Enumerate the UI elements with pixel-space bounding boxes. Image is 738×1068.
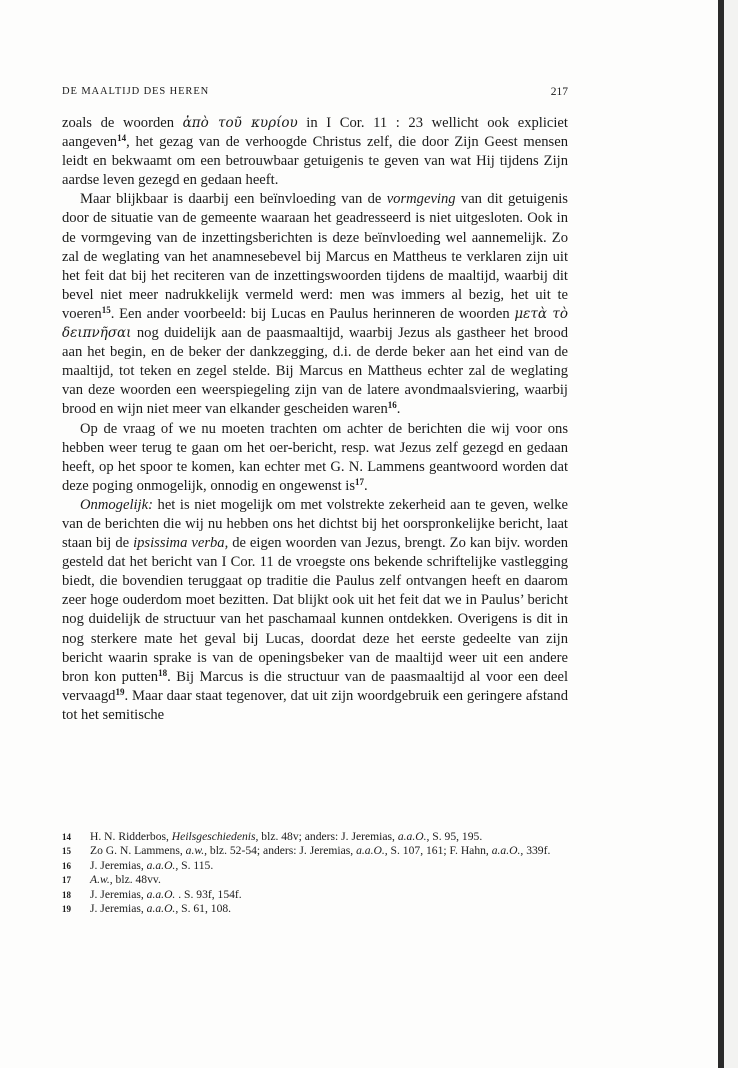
- footnote-ref-18: 18: [158, 667, 168, 678]
- greek-phrase: μετὰ τὸ δειπνῆσαι: [62, 305, 568, 342]
- footnote-ref-17: 17: [355, 476, 365, 487]
- paragraph-4: Onmogelijk: het is niet mogelijk om met volstrekte zekerheid aan te geven, welke van de berichten die wij nu hebben ons het dichtst bij het oorspronkelijke bericht, laat staan bij de ipsissima verba, de eigen woorden van Jezus, brengt. Zo kan bijv. worden gesteld dat het bericht van I Cor. 11 de vroegste ons bekende schriftelijke vastlegging biedt, die bovendien teruggaat op traditie die Paulus zelf ontvangen heeft en daarom zeer hoge ouderdom moet bezitten. Dat blijkt ook uit het feit dat we in Paulus’ bericht nog duidelijk de structuur van het paschamaal kunnen ontdekken. Overigens is dit in nog sterkere mate het geval bij Lucas, doordat deze het eerste gedeelte van zijn bericht waarin sprake is van de openingsbeker van de maaltijd weer uit een andere bron kon putten$^{18}$. Bij Marcus is die structuur van de paasmaaltijd al voor een deel vervaagd$^{19}$. Maar daar staat tegenover, dat uit zijn woordgebruik een geringere afstand tot het semitische: [62, 496, 569, 723]
- footnote-number: 15: [62, 846, 71, 857]
- footnote-number: 18: [62, 889, 71, 900]
- footnote-ref-15: 15: [101, 304, 111, 315]
- footnote-number: 19: [62, 904, 71, 915]
- footnote: 16 J. Jeremias, a.a.O., S. 115.: [62, 858, 214, 872]
- footnote: 14 H. N. Ridderbos, Heilsgeschiedenis, blz. 48v; anders: J. Jeremias, a.a.O., S. 95, 195.: [62, 830, 483, 843]
- italic-term: ipsissima verba,: [133, 535, 229, 552]
- page-number: 217: [550, 86, 568, 98]
- italic-term: vormgeving: [386, 191, 456, 208]
- footnote-ref-19: 19: [115, 686, 125, 697]
- footnote: 17 A.w., blz. 48vv.: [62, 873, 161, 887]
- footnote: 18 J. Jeremias, a.a.O. . S. 93f, 154f.: [62, 887, 242, 901]
- footnote: 15 Zo G. N. Lammens, a.w., blz. 52-54; anders: J. Jeremias, a.a.O., S. 107, 161; F. Hahn, a.a.O., 339f.: [62, 844, 551, 858]
- footnote-ref-14: 14: [117, 133, 127, 144]
- footnotes: [62, 830, 568, 916]
- paragraph-3: Op de vraag of we nu moeten trachten om achter de berichten die wij voor ons hebben weer terug te gaan om het oer-bericht, resp. wat Jezus zelf gezegd en gedaan heeft, op het spoor te komen, kan echter met G. N. Lammens geantwoord worden dat deze poging onmogelijk, onnodig en ongewenst $is^{17}$.: [62, 420, 568, 494]
- scan-margin: [724, 0, 738, 1068]
- italic-term: Onmogelijk:: [80, 496, 153, 513]
- greek-phrase: ἀπὸ τοῦ κυρίου: [182, 115, 298, 131]
- footnote-number: 14: [62, 832, 71, 842]
- paragraph-2: Maar blijkbaar is daarbij een beïnvloeding van de vormgeving van dit getuigenis door de situatie van de gemeente waaraan het geadresseerd is niet uitgesloten. Ook in de vormgeving van de inzettingsberichten is deze beïnvloeding wel aannemelijk. Zo zal de weglating van het anamnesebevel bij Marcus en Mattheus te verklaren zijn uit het feit dat bij het reciteren van de inzettingswoorden tijdens de maaltijd, waarbij dit bevel niet meer nadrukkelijk vermeld werd: men was immers al bezig, het uit te voeren$^{15}$. Een ander voorbeeld: bij Lucas en Paulus herinneren de woorden μετὰ τὸ δειπνῆσαι nog duidelijk aan de paasmaaltijd, waarbij Jezus als gastheer het brood aan het begin, en de beker der dankzegging, d.i. de derde beker aan het eind van de maaltijd, tot teken en zegel stelde. Bij Marcus en Mattheus echter zal de weglating van deze woorden een weerspiegeling zijn van de latere avondmaalsviering, waarbij brood en wijn niet meer van elkander gescheiden waren$^{16}$.: [62, 191, 568, 418]
- running-head: DE MAALTIJD DES HEREN: [62, 86, 210, 97]
- body-text: [62, 114, 568, 725]
- page-header: [62, 86, 568, 104]
- footnote: 19 J. Jeremias, a.a.O., S. 61, 108.: [62, 902, 232, 916]
- footnote-number: 17: [62, 875, 71, 886]
- paragraph-1: zoals de woorden ἀπὸ τοῦ κυρίου in I Cor. 11 : 23 wellicht ook expliciet aangeven$^{14}$, het gezag van de verhoogde Christus zelf, die door Zijn Geest mensen leidt en bekwaamt om een betrouwbaar getuigenis te geven van wat Hij tijdens Zijn aardse leven gezegd en gedaan heeft.: [62, 115, 568, 189]
- footnote-ref-16: 16: [387, 400, 397, 411]
- footnote-number: 16: [62, 860, 71, 871]
